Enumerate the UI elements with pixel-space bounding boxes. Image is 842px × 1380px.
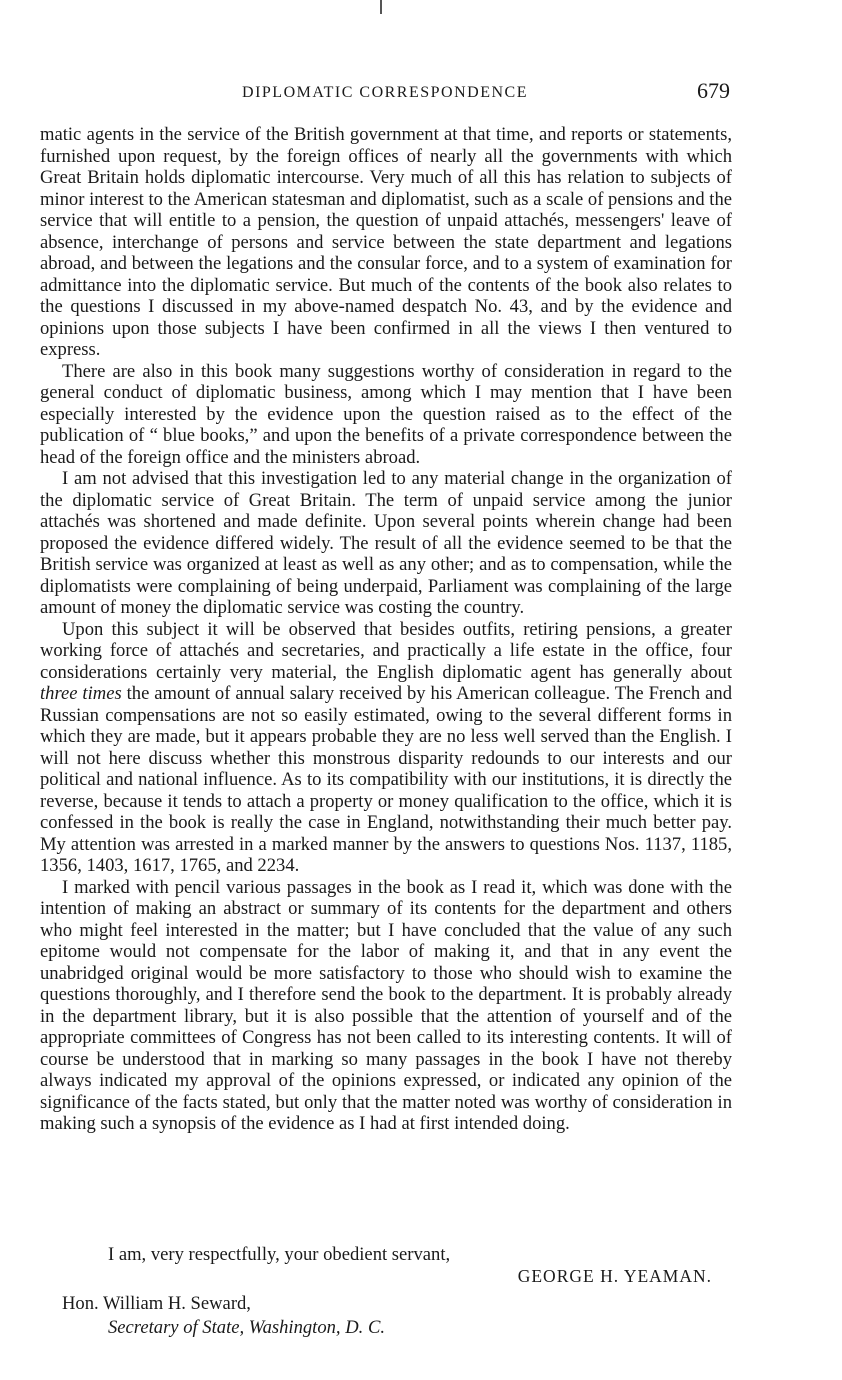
binding-mark — [380, 0, 382, 14]
addressee-block — [62, 1292, 732, 1340]
running-title: DIPLOMATIC CORRESPONDENCE — [242, 84, 528, 101]
letter-closing — [40, 1244, 732, 1287]
page-header — [40, 78, 730, 110]
paragraph-5: I marked with pencil various passages in the book as I read it, which was done with the intention of making an abstract or summary of its contents for the department and others who might feel interested in the matter; but I have concluded that the value of any such epitome would not compensate for the labor of making it, and that in any event the unabridged original would be more satisfactory to those who should wish to examine the questions thoroughly, and I therefore send the book to the department. It is probably already in the department library, but it is also possible that the attention of yourself and of the appropriate committees of Congress has not been called to its interesting contents. It will of course be understood that in marking so many passages in the book I have not thereby always indicated my approval of the opinions expressed, or indicated any opinion of the significance of the facts stated, but only that the matter noted was worthy of consideration in making such a synopsis of the evidence as I had at first intended doing. — [40, 876, 732, 1134]
paragraph-3: I am not advised that this investigation led to any material change in the organization of the diplomatic service of Great Britain. The term of unpaid service among the junior attachés was shortened and made definite. Upon several points wherein change had been proposed the evidence differed widely. The result of all the evidence seemed to be that the British service was organized at least as well as any other; and as to compensation, while the diplomatists were complaining of being underpaid, Parliament was complaining of the large amount of money the diplomatic service was costing the country. — [40, 468, 732, 618]
paragraph-4-text-a: Upon this subject it will be observed that besides outfits, retiring pensions, a greater working force of attachés and secretaries, and practically a life estate in the office, four considerations certainly very material, the English diplomatic agent has generally about — [40, 618, 732, 683]
paragraph-4-text-b: the amount of annual salary received by his American colleague. The French and Russian compensations are not so easily estimated, owing to the several different forms in which they are made, but it appears probable they are no less well served than the English. I will not here discuss whether this monstrous disparity redounds to our interests and our political and national influence. As to its compatibility with our institutions, it is directly the reverse, because it tends to attach a property or money qualification to the office, which it is confessed in the book is really the case in England, notwithstanding their much better pay. My attention was arrested in a marked manner by the answers to questions Nos. 1137, 1185, 1356, 1403, 1617, 1765, and 2234. — [40, 683, 732, 876]
complimentary-close: I am, very respectfully, your obedient servant, — [108, 1244, 451, 1265]
page-number: 679 — [697, 78, 730, 103]
paragraph-4-emphasis: three times — [40, 683, 122, 704]
paragraph-1: matic agents in the service of the British government at that time, and reports or statements, furnished upon request, by the foreign offices of nearly all the governments with which Great Britain holds diplomatic intercourse. Very much of all this has relation to subjects of minor interest to the American statesman and diplomatist, such as a scale of pensions and the service that will entitle to a pension, the question of unpaid attachés, messengers' leave of absence, interchange of persons and service between the state department and legations abroad, and between the legations and the consular force, and to a system of examination for admittance into the diplomatic service. But much of the contents of the book also relates to the questions I discussed in my above-named despatch No. 43, and by the evidence and opinions upon those subjects I have been confirmed in all the views I then ventured to express. — [40, 124, 732, 360]
addressee-title: Secretary of State, Washington, D. C. — [108, 1317, 385, 1338]
signature: GEORGE H. YEAMAN. — [517, 1265, 712, 1286]
letter-body — [40, 124, 732, 1135]
paragraph-4 — [40, 619, 732, 877]
paragraph-2: There are also in this book many suggestions worthy of consideration in regard to the general conduct of diplomatic business, among which I may mention that I have been especially interested by the evidence upon the question raised as to the effect of the publication of “ blue books,” and upon the benefits of a private correspondence between the head of the foreign office and the ministers abroad. — [40, 360, 732, 468]
addressee-name: Hon. William H. Seward, — [62, 1293, 251, 1314]
